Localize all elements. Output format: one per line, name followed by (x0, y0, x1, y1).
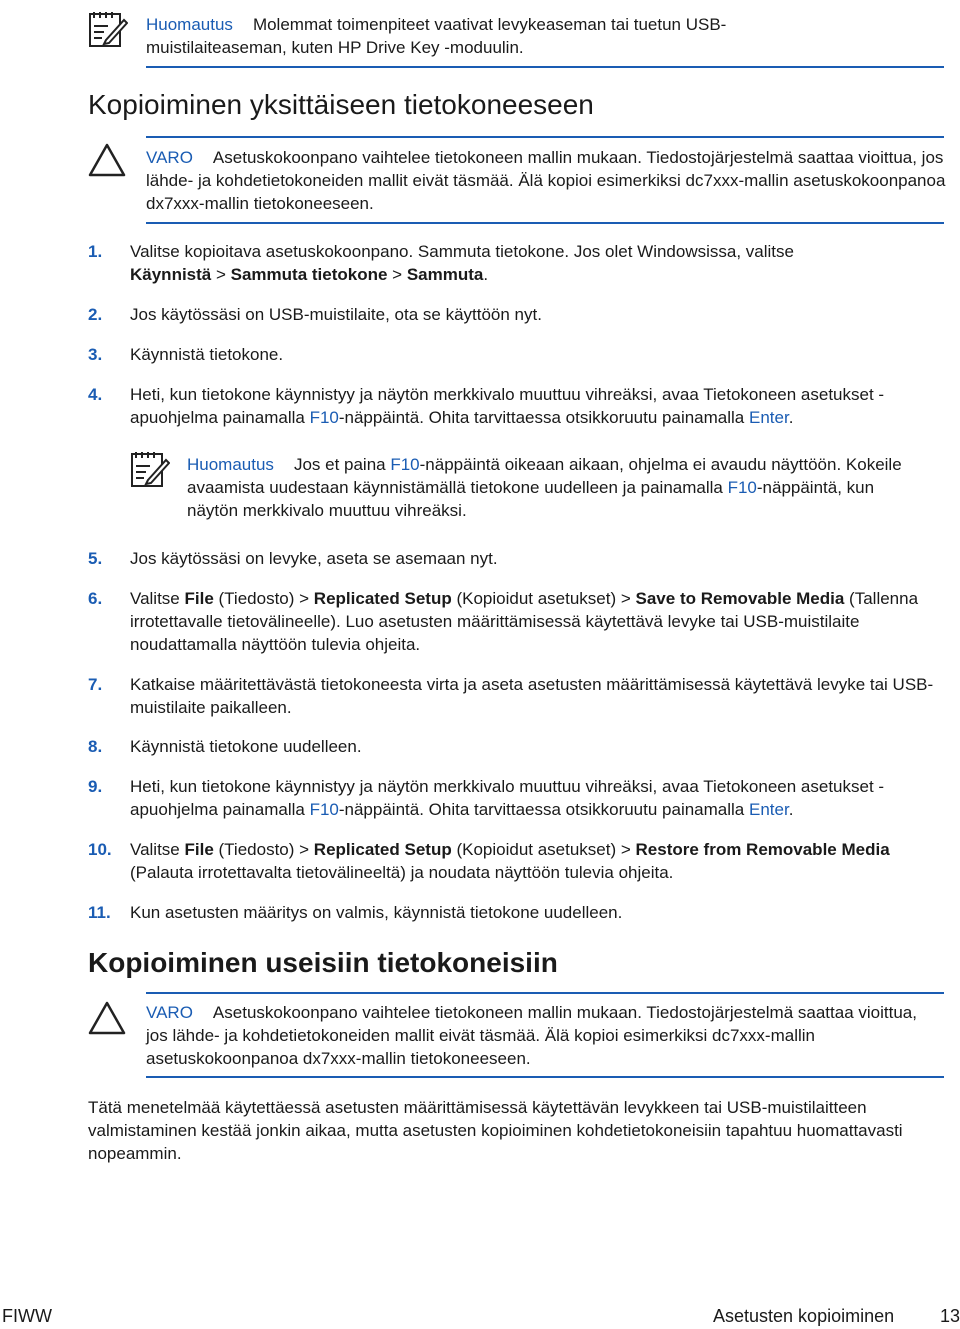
divider (146, 222, 944, 224)
caution-label: VARO (146, 148, 193, 167)
step-text: Valitse (130, 840, 185, 859)
step-text: Heti, kun tietokone käynnistyy ja näytön merkkivalo muuttuu vihreäksi, avaa Tietokoneen asetukset -apuohjelma painamalla (130, 777, 885, 819)
divider (146, 136, 944, 138)
caution-triangle-icon (88, 1001, 126, 1035)
top-note (146, 13, 826, 59)
step-text: (Kopioidut asetukset) > (451, 589, 636, 608)
footer-title: Asetusten kopioiminen (713, 1306, 895, 1326)
step-1 (130, 240, 945, 286)
step-3: Käynnistä tietokone. (130, 345, 284, 364)
step-2: Jos käytössäsi on USB-muistilaite, ota se käyttöön nyt. (130, 305, 542, 324)
key-enter: Enter (748, 800, 789, 819)
path-separator: > (387, 265, 407, 284)
step-9 (130, 775, 945, 821)
step-number: 11. (88, 903, 111, 922)
step-note (187, 453, 917, 522)
note-pencil-icon (88, 8, 128, 48)
menu-save-removable: Save to Removable Media (635, 589, 845, 608)
period: . (788, 800, 794, 819)
step-11: Kun asetusten määritys on valmis, käynnistä tietokone uudelleen. (130, 903, 623, 922)
step-text: Heti, kun tietokone käynnistyy ja näytön merkkivalo muuttuu vihreäksi, avaa Tietokoneen asetukset -apuohjelma painamalla (130, 385, 885, 427)
menu-path-start: Käynnistä (130, 265, 212, 284)
page-number: 13 (940, 1306, 960, 1326)
period: . (788, 408, 794, 427)
divider (146, 1076, 944, 1078)
section-heading: Kopioiminen useisiin tietokoneisiin (88, 947, 558, 978)
caution-box (146, 1001, 936, 1070)
step-text: -näppäintä. Ohita tarvittaessa otsikkoruutu painamalla (338, 408, 749, 427)
menu-restore-removable: Restore from Removable Media (635, 840, 890, 859)
step-number: 4. (88, 385, 103, 404)
key-enter: Enter (748, 408, 789, 427)
step-number: 9. (88, 777, 103, 796)
period: . (483, 265, 489, 284)
step-5: Jos käytössäsi on levyke, aseta se asemaan nyt. (130, 549, 498, 568)
step-number: 7. (88, 675, 103, 694)
path-separator: > (211, 265, 231, 284)
step-number: 5. (88, 549, 103, 568)
step-number: 6. (88, 589, 103, 608)
step-10 (130, 838, 945, 884)
step-4 (130, 383, 945, 429)
step-text: (Tiedosto) > (213, 589, 314, 608)
step-text: (Kopioidut asetukset) > (451, 840, 636, 859)
step-text: (Palauta irrotettavalta tietovälineeltä) ja noudata näyttöön tulevia ohjeita. (130, 863, 674, 882)
caution-triangle-icon (88, 143, 126, 177)
step-text: (Tallenna irrotettavalle tietovälineelle). Luo asetusten määrittämisessä käytettävä levyke tai USB-muistilaite noudattamalla näyttöön tulevia ohjeita. (130, 589, 919, 654)
step-6 (130, 587, 945, 656)
step-8: Käynnistä tietokone uudelleen. (130, 737, 362, 756)
note-text: Jos et paina (293, 455, 391, 474)
section-heading: Kopioiminen yksittäiseen tietokoneeseen (88, 89, 594, 120)
body-paragraph: Tätä menetelmää käytettäessä asetusten määrittämisessä käytettävän levykkeen tai USB-muistilaitteen valmistaminen kestää jonkin aikaa, mutta asetusten kopioiminen kohdetietokoneisiin tapahtuu huomattavasti nopeammin. (88, 1098, 903, 1163)
menu-path-shutdown: Sammuta tietokone (230, 265, 388, 284)
step-text: Valitse kopioitava asetuskokoonpano. Sammuta tietokone. Jos olet Windowsissa, valitse (130, 242, 794, 261)
key-f10: F10 (727, 478, 757, 497)
note-label: Huomautus (187, 455, 274, 474)
step-7: Katkaise määritettävästä tietokoneesta virta ja aseta asetusten määrittämisessä käytettävä levyke tai USB-muistilaite paikalleen. (130, 675, 934, 717)
menu-path-off: Sammuta (406, 265, 484, 284)
caution-text: Asetuskokoonpano vaihtelee tietokoneen mallin mukaan. Tiedostojärjestelmä saattaa vioittua, jos lähde- ja kohdetietokoneiden mallit eivät täsmää. Älä kopioi esimerkiksi dc7xxx-mallin asetuskokoonpanoa dx7xxx-mallin tietokoneeseen. (146, 148, 946, 213)
caution-text: Asetuskokoonpano vaihtelee tietokoneen mallin mukaan. Tiedostojärjestelmä saattaa vioittua, jos lähde- ja kohdetietokoneiden mallit eivät täsmää. Älä kopioi esimerkiksi dc7xxx-mallin asetuskokoonpanoa dx7xxx-mallin tietokoneeseen. (146, 1003, 917, 1068)
step-number: 10. (88, 840, 112, 859)
caution-box (146, 146, 946, 215)
note-label: Huomautus (146, 15, 233, 34)
step-text: -näppäintä. Ohita tarvittaessa otsikkoruutu painamalla (338, 800, 749, 819)
step-number: 8. (88, 737, 103, 756)
key-f10: F10 (390, 455, 420, 474)
note-pencil-icon (130, 448, 170, 488)
footer-left: FIWW (2, 1306, 52, 1326)
step-text: (Tiedosto) > (213, 840, 314, 859)
menu-file: File (184, 840, 214, 859)
step-number: 3. (88, 345, 103, 364)
note-text: -näppäintä, kun näytön merkkivalo muuttuu vihreäksi. (187, 478, 875, 520)
divider (146, 66, 944, 68)
note-text: -näppäintä oikeaan aikaan, ohjelma ei avaudu näyttöön. Kokeile avaamista uudestaan käynnistämällä tietokone uudelleen ja painamalla (187, 455, 902, 497)
menu-replicated-setup: Replicated Setup (313, 589, 452, 608)
divider (146, 992, 944, 994)
caution-label: VARO (146, 1003, 193, 1022)
step-number: 2. (88, 305, 103, 324)
step-number: 1. (88, 242, 103, 261)
menu-file: File (184, 589, 214, 608)
step-text: Valitse (130, 589, 185, 608)
key-f10: F10 (309, 408, 339, 427)
note-text: Molemmat toimenpiteet vaativat levykeaseman tai tuetun USB-muistilaiteaseman, kuten HP Drive Key -moduulin. (146, 15, 727, 57)
key-f10: F10 (309, 800, 339, 819)
menu-replicated-setup: Replicated Setup (313, 840, 452, 859)
